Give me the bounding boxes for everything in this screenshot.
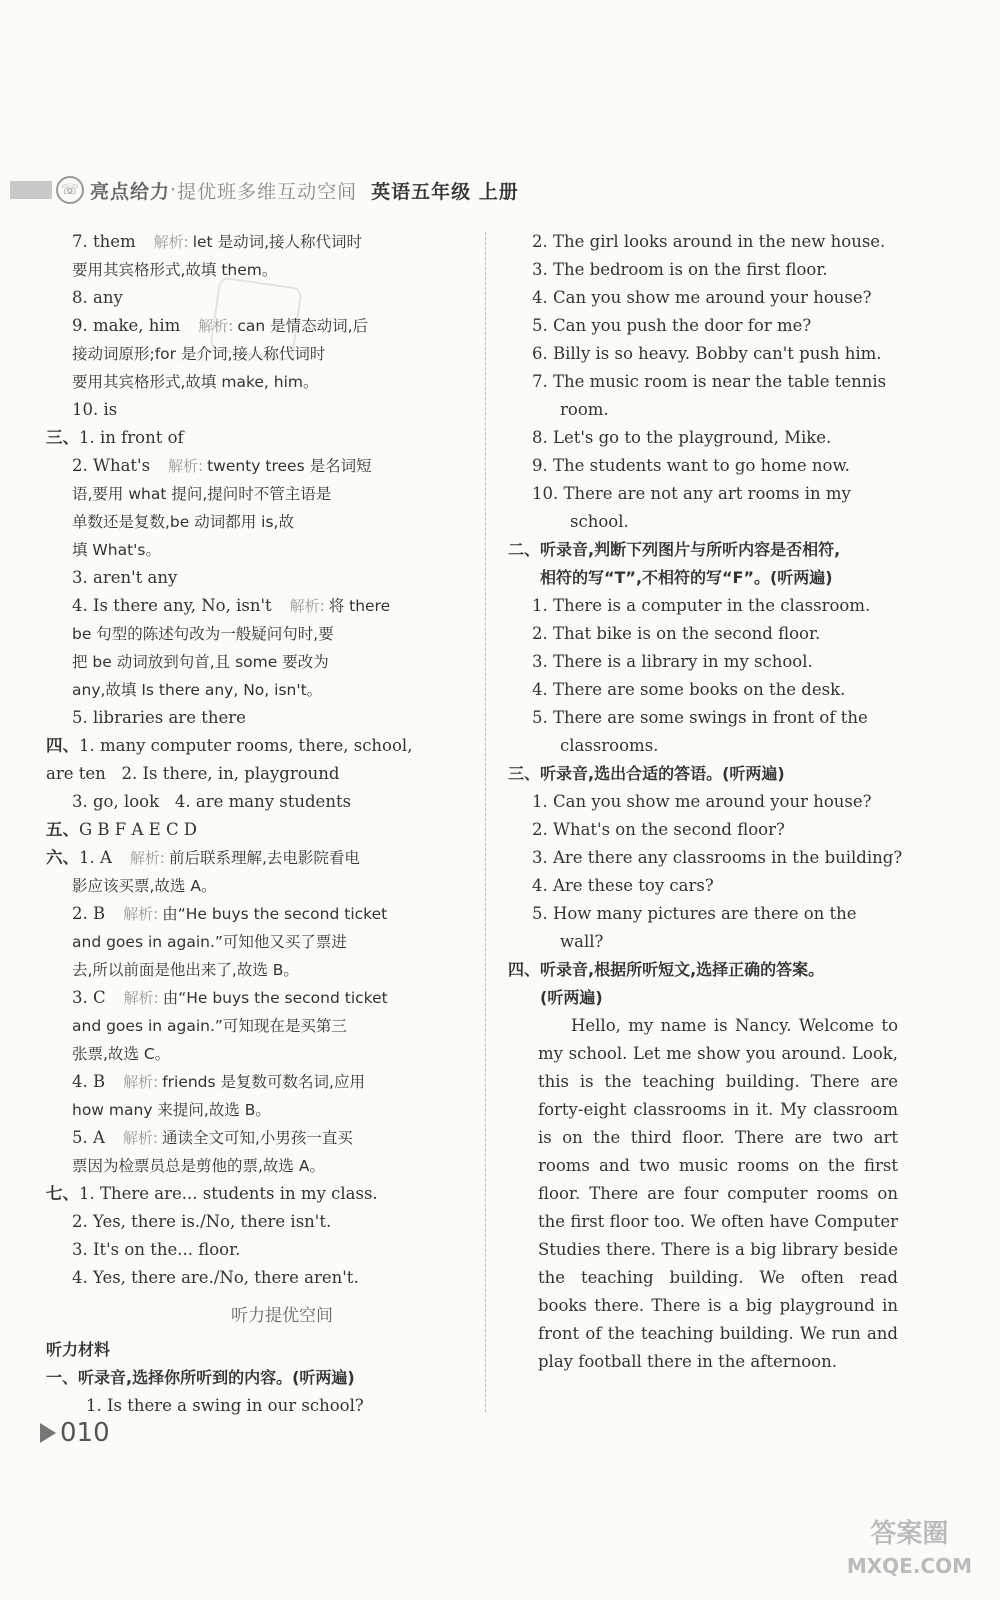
q4-heading-cont: (听两遍): [540, 988, 603, 1007]
header-subtitle: 提优班多维互动空间: [177, 180, 358, 203]
q2-item-1: 1. There is a computer in the classroom.: [532, 596, 871, 615]
answer-7-cont: 要用其宾格形式,故填 them。: [72, 261, 278, 279]
section-3-answer-5: 5. libraries are there: [72, 708, 246, 727]
header-brand: 亮点给力: [90, 180, 171, 203]
section-7-answer-1: 七、1. There are... students in my class.: [46, 1184, 378, 1203]
q3-heading: 三、听录音,选出合适的答语。(听两遍): [508, 764, 785, 783]
phone-icon: ☏: [56, 176, 84, 204]
watermark-line-1: 答案圈: [870, 1519, 949, 1549]
section-4-answer-1: 四、1. many computer rooms, there, school,: [46, 736, 413, 755]
section-4-answer-1-cont: are ten 2. Is there, in, playground: [46, 764, 340, 783]
section-3-answer-2: 2. What's 解析: twenty trees 是名词短: [72, 456, 372, 475]
q2-item-5: 5. There are some swings in front of the: [532, 708, 868, 727]
section-6-answer-3-cont: and goes in again.”可知现在是买第三: [72, 1017, 347, 1035]
section-3-answer-1: 三、1. in front of: [46, 428, 184, 447]
answer-10: 10. is: [72, 400, 118, 419]
site-watermark: [847, 1518, 972, 1582]
q1-item-10-cont: school.: [570, 512, 629, 531]
section-4-answer-3: 3. go, look 4. are many students: [72, 792, 352, 811]
section-6-answer-5: 5. A 解析: 通读全文可知,小男孩一直买: [72, 1128, 353, 1147]
q1-item-10: 10. There are not any art rooms in my: [532, 484, 851, 503]
section-7-answer-2: 2. Yes, there is./No, there isn't.: [72, 1212, 332, 1231]
q2-item-5-cont: classrooms.: [560, 736, 659, 755]
section-6-answer-4: 4. B 解析: friends 是复数可数名词,应用: [72, 1072, 365, 1091]
section-3-answer-4-cont3: any,故填 Is there any, No, isn't。: [72, 681, 323, 699]
section-6-answer-3: 3. C 解析: 由“He buys the second ticket: [72, 988, 388, 1007]
column-divider: [485, 232, 486, 1412]
q3-item-5: 5. How many pictures are there on the: [532, 904, 857, 923]
q2-heading: 二、听录音,判断下列图片与所听内容是否相符,: [508, 540, 841, 559]
section-6-answer-1-cont: 影应该买票,故选 A。: [72, 877, 217, 895]
answer-9: 9. make, him 解析: can 是情态动词,后: [72, 316, 369, 335]
section-3-answer-4: 4. Is there any, No, isn't 解析: 将 there: [72, 596, 391, 615]
listening-materials-heading: 听力材料: [46, 1340, 111, 1359]
header-decor-bar: [10, 181, 52, 199]
section-3-answer-2-cont2: 单数还是复数,be 动词都用 is,故: [72, 513, 294, 531]
q3-item-3: 3. Are there any classrooms in the building?: [532, 848, 903, 867]
q1-item-7-cont: room.: [560, 400, 609, 419]
answer-9-cont2: 要用其宾格形式,故填 make, him。: [72, 373, 319, 391]
page-arrow-icon: [40, 1423, 56, 1443]
section-6-answer-2-cont2: 去,所以前面是他出来了,故选 B。: [72, 961, 299, 979]
q1-item-4: 4. Can you show me around your house?: [532, 288, 872, 307]
section-6-answer-4-cont: how many 来提问,故选 B。: [72, 1101, 271, 1119]
section-6-answer-2-cont: and goes in again.”可知他又买了票进: [72, 933, 347, 951]
q3-item-5-cont: wall?: [560, 932, 604, 951]
page-number-text: 010: [60, 1418, 110, 1448]
section-6-answer-3-cont2: 张票,故选 C。: [72, 1045, 171, 1063]
right-column: [508, 228, 903, 1376]
page-number: [40, 1418, 110, 1448]
header-dot: ·: [170, 179, 178, 201]
answer-7: 7. them 解析: let 是动词,接人称代词时: [72, 232, 362, 251]
q3-item-4: 4. Are these toy cars?: [532, 876, 714, 895]
q1-item-7: 7. The music room is near the table tennis: [532, 372, 887, 391]
watermark-line-2: MXQE.COM: [846, 1554, 972, 1578]
answer-8: 8. any: [72, 288, 123, 307]
q1-item-2: 2. The girl looks around in the new house.: [532, 232, 886, 251]
section-7-answer-4: 4. Yes, there are./No, there aren't.: [72, 1268, 359, 1287]
q1-item-9: 9. The students want to go home now.: [532, 456, 850, 475]
listening-q1-heading: 一、听录音,选择你所听到的内容。(听两遍): [46, 1368, 355, 1387]
header-book-title: 英语五年级 上册: [371, 180, 519, 203]
q2-heading-cont: 相符的写“T”,不相符的写“F”。(听两遍): [540, 568, 833, 587]
section-3-answer-2-cont: 语,要用 what 提问,提问时不管主语是: [72, 485, 332, 503]
q1-item-5: 5. Can you push the door for me?: [532, 316, 812, 335]
section-5-answers: 五、G B F A E C D: [46, 820, 198, 839]
section-3-answer-4-cont: be 句型的陈述句改为一般疑问句时,要: [72, 625, 334, 643]
q1-item-8: 8. Let's go to the playground, Mike.: [532, 428, 832, 447]
answer-9-cont: 接动词原形;for 是介词,接人称代词时: [72, 345, 326, 363]
section-6-answer-1: 六、1. A 解析: 前后联系理解,去电影院看电: [46, 848, 360, 867]
q2-item-3: 3. There is a library in my school.: [532, 652, 813, 671]
section-6-answer-5-cont: 票因为检票员总是剪他的票,故选 A。: [72, 1157, 325, 1175]
q2-item-2: 2. That bike is on the second floor.: [532, 624, 821, 643]
q1-item-3: 3. The bedroom is on the first floor.: [532, 260, 828, 279]
q3-item-1: 1. Can you show me around your house?: [532, 792, 872, 811]
q4-heading: 四、听录音,根据所听短文,选择正确的答案。: [508, 960, 825, 979]
q2-item-4: 4. There are some books on the desk.: [532, 680, 846, 699]
left-column: [46, 228, 492, 1420]
section-3-answer-4-cont2: 把 be 动词放到句首,且 some 要改为: [72, 653, 329, 671]
listening-passage: Hello, my name is Nancy. Welcome to my school. Let me show you around. Look, this is the teaching building. There are forty-eight classrooms in it. My classroom is on the third floor. There are two art rooms and two music rooms on the first floor. There are four computer rooms on the first floor too. We often have Computer Studies there. There is a big library beside the teaching building. We often read books there. There is a big playground in front of the teaching building. We run and play football there in the afternoon.: [538, 1016, 898, 1371]
listening-section-title: 听力提优空间: [231, 1306, 333, 1326]
listening-q1-item-1: 1. Is there a swing in our school?: [86, 1396, 364, 1415]
section-3-answer-3: 3. aren't any: [72, 568, 178, 587]
q1-item-6: 6. Billy is so heavy. Bobby can't push him.: [532, 344, 882, 363]
q3-item-2: 2. What's on the second floor?: [532, 820, 785, 839]
section-6-answer-2: 2. B 解析: 由“He buys the second ticket: [72, 904, 388, 923]
page-header: [10, 170, 610, 210]
section-3-answer-2-cont3: 填 What's。: [72, 541, 161, 559]
section-7-answer-3: 3. It's on the... floor.: [72, 1240, 241, 1259]
